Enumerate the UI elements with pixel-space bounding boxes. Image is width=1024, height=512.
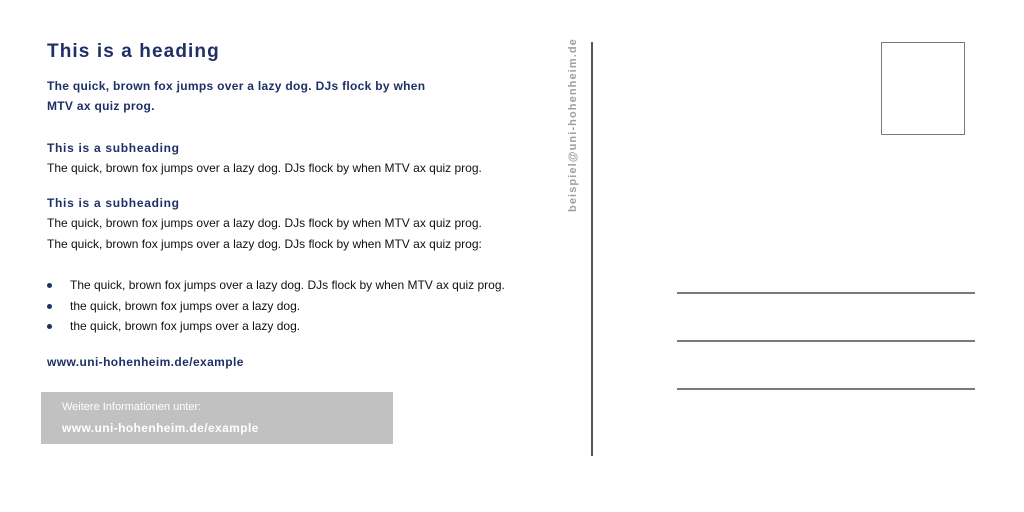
info-box	[41, 392, 393, 444]
subheading-2: This is a subheading	[47, 196, 180, 210]
postcard-divider	[591, 42, 593, 456]
address-line-3	[677, 388, 975, 390]
intro-line-1: The quick, brown fox jumps over a lazy dog. DJs flock by when	[47, 79, 426, 93]
website-link[interactable]: www.uni-hohenheim.de/example	[47, 355, 244, 369]
address-line-2	[677, 340, 975, 342]
info-box-link[interactable]: www.uni-hohenheim.de/example	[62, 421, 259, 435]
page-heading: This is a heading	[47, 41, 220, 62]
info-box-label: Weitere Informationen unter:	[62, 401, 202, 413]
intro-line-2: MTV ax quiz prog.	[47, 99, 155, 113]
section-2-line-2: The quick, brown fox jumps over a lazy dog. DJs flock by when MTV ax quiz prog:	[47, 237, 482, 251]
bullet-text: the quick, brown fox jumps over a lazy dog.	[70, 319, 301, 333]
bullet-text: the quick, brown fox jumps over a lazy dog.	[70, 299, 301, 313]
bullet-text: The quick, brown fox jumps over a lazy dog. DJs flock by when MTV ax quiz prog.	[70, 278, 505, 292]
stamp-box	[881, 42, 965, 135]
bullet-dot-icon	[47, 304, 52, 309]
address-line-1	[677, 292, 975, 294]
sender-email-text: beispiel@uni-hohenheim.de	[567, 38, 579, 212]
bullet-dot-icon	[47, 324, 52, 329]
bullet-dot-icon	[47, 283, 52, 288]
section-2-line-1: The quick, brown fox jumps over a lazy dog. DJs flock by when MTV ax quiz prog.	[47, 216, 482, 230]
section-1-line-1: The quick, brown fox jumps over a lazy dog. DJs flock by when MTV ax quiz prog.	[47, 161, 482, 175]
subheading-1: This is a subheading	[47, 141, 180, 155]
